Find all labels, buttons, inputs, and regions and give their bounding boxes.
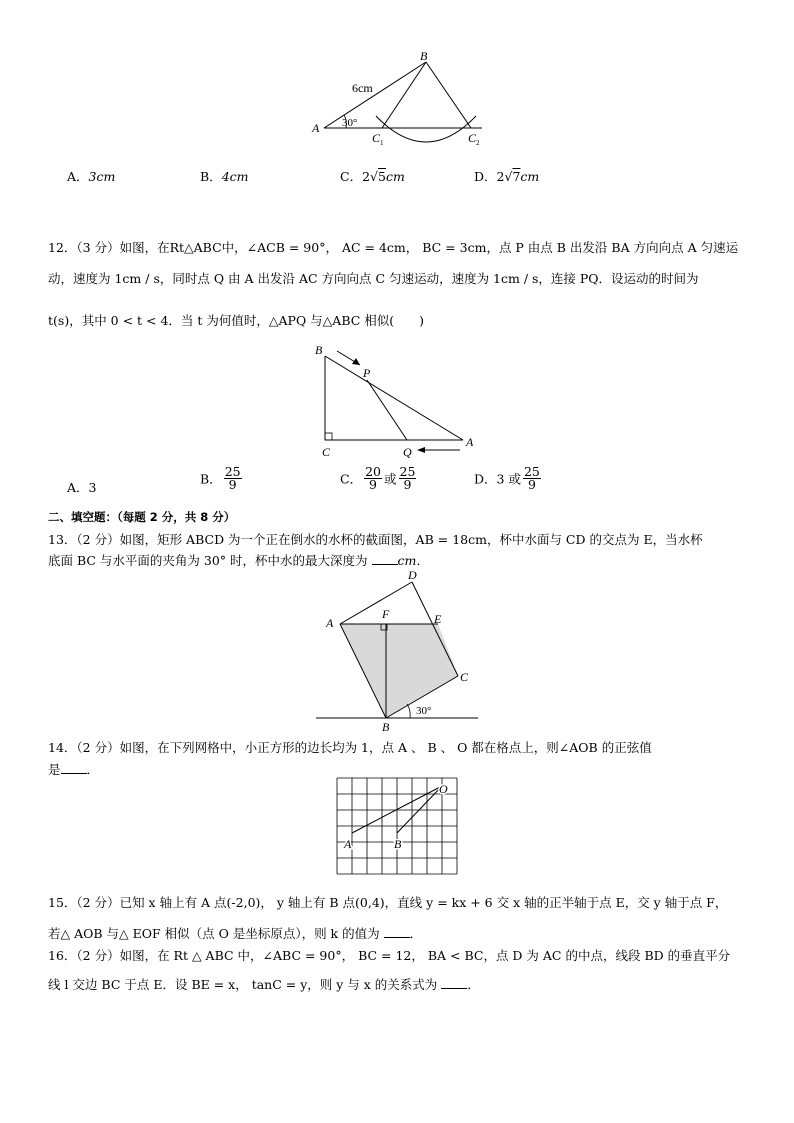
q11-label-A: A — [312, 121, 320, 135]
fraction-numerator: 25 — [523, 464, 540, 479]
q13-label-B: B — [382, 720, 390, 733]
q13-line-2-unit: cm． — [397, 553, 429, 568]
q12-option-b-letter: B． — [200, 471, 222, 487]
q12-option-a — [67, 478, 96, 496]
q13-label-E: E — [434, 612, 442, 626]
q12-option-d-pre: 3 或 — [496, 471, 521, 487]
q12-label-P: P — [363, 366, 371, 380]
q11-option-d-letter: D． — [474, 169, 497, 184]
q11-option-a-letter: A． — [67, 169, 89, 184]
q11-option-a-text: 3cm — [88, 169, 116, 184]
q12-option-c-fraction-2 — [399, 466, 417, 491]
q12-option-c-fraction-1 — [364, 466, 382, 491]
q16-line-2-text: 线 l 交边 BC 于点 E．设 BE = x， tanC = y，则 y 与 x 的关系式为 — [48, 977, 442, 992]
q11-label-C1: C — [372, 131, 381, 145]
q11-option-d — [474, 167, 539, 185]
q12-label-Q: Q — [403, 445, 412, 459]
q12-option-c-or: 或 — [383, 471, 397, 487]
section-heading: 二、填空题：（每题 2 分，共 8 分） — [48, 510, 236, 524]
q13-label-angle: 30° — [416, 705, 432, 717]
q11-option-d-root: 7 — [512, 169, 521, 184]
q11-label-C2: C — [468, 131, 477, 145]
fraction-numerator: 25 — [399, 464, 416, 479]
q11-option-d-post: cm — [520, 169, 540, 184]
q14-line-1: 14．（2 分）如图，在下列网格中，小正方形的边长均为 1，点 A 、 B 、 O 都在格点上，则∠AOB 的正弦值 — [48, 740, 652, 755]
q11-label-angle: 30° — [342, 117, 358, 129]
sqrt-symbol: √ — [370, 169, 378, 184]
q13-figure — [312, 568, 482, 733]
fraction-denominator: 9 — [527, 477, 536, 492]
q11-label-C1-sub: 1 — [380, 139, 384, 147]
answer-blank[interactable] — [61, 773, 87, 774]
q11-figure — [300, 50, 500, 150]
q11-option-d-pre: 2 — [496, 169, 505, 184]
answer-blank[interactable] — [384, 937, 410, 938]
q15-line-2-text: 若△ AOB 与△ EOF 相似（点 O 是坐标原点），则 k 的值为 — [48, 926, 384, 941]
q12-line-3: t(s)，其中 0 < t < 4．当 t 为何值时，△APQ 与△ABC 相似( ) — [48, 313, 425, 328]
q14-label-O: O — [439, 782, 448, 796]
q11-label-B: B — [420, 50, 428, 63]
answer-blank[interactable] — [441, 988, 467, 989]
q16-line-2 — [48, 975, 480, 993]
q13-label-D: D — [408, 568, 417, 582]
fraction-denominator: 9 — [228, 477, 237, 492]
q11-option-c-root: 5 — [378, 169, 386, 184]
q13-line-2-text: 底面 BC 与水平面的夹角为 30° 时，杯中水的最大深度为 — [48, 553, 372, 568]
q12-option-d-fraction — [523, 466, 541, 491]
q11-option-b-text: 4cm — [221, 169, 249, 184]
q14-line-2-text: 是 — [48, 762, 61, 777]
q11-option-a — [67, 167, 115, 185]
q13-label-C: C — [460, 670, 469, 684]
q12-option-b — [200, 466, 244, 491]
q11-label-6cm: 6cm — [352, 81, 373, 95]
fraction-denominator: 9 — [369, 477, 377, 492]
q12-option-a-letter: A． — [67, 480, 89, 495]
q11-option-c-letter: C． — [340, 169, 363, 184]
q12-option-c-letter: C． — [340, 471, 363, 487]
answer-blank[interactable] — [372, 564, 398, 565]
q13-label-F: F — [382, 607, 390, 621]
q16-line-2-end: ． — [467, 977, 480, 992]
fraction-numerator: 25 — [224, 464, 241, 479]
q15-line-2-end: ． — [409, 926, 423, 941]
q14-line-2-end: ． — [86, 762, 100, 777]
q12-option-c — [340, 466, 418, 491]
q11-option-c-pre: 2 — [362, 169, 371, 184]
q16-line-1: 16．（2 分）如图，在 Rt △ ABC 中，∠ABC = 90°， BC = 12， BA < BC，点 D 为 AC 的中点，线段 BD 的垂直平分 — [48, 948, 731, 963]
q15-line-2 — [48, 924, 422, 942]
q14-label-A: A — [344, 837, 352, 851]
q11-option-b — [200, 167, 249, 185]
q12-option-b-fraction — [224, 466, 242, 491]
q13-line-1: 13．（2 分）如图，矩形 ABCD 为一个正在倒水的水杯的截面图，AB = 18cm，杯中水面与 CD 的交点为 E，当水杯 — [48, 532, 703, 547]
q12-option-d-letter: D． — [474, 471, 497, 487]
q13-line-2 — [48, 551, 429, 569]
q11-label-C2-sub: 2 — [476, 139, 480, 147]
q11-option-c-post: cm — [385, 169, 405, 184]
q12-line-1: 12．（3 分）如图，在Rt△ABC中，∠ACB = 90°， AC = 4cm， BC = 3cm，点 P 由点 B 出发沿 BA 方向向点 A 匀速运 — [48, 240, 739, 255]
q14-figure — [336, 777, 460, 875]
q12-option-d — [474, 466, 543, 491]
q12-label-B: B — [315, 343, 323, 357]
q14-line-2 — [48, 760, 99, 778]
sqrt-symbol: √ — [504, 169, 513, 184]
q12-option-a-text: 3 — [88, 480, 97, 495]
q11-option-b-letter: B． — [200, 169, 222, 184]
q12-label-C: C — [322, 445, 331, 459]
q11-option-c — [340, 167, 405, 185]
q12-label-A: A — [466, 435, 474, 449]
q13-label-A: A — [326, 616, 334, 630]
fraction-denominator: 9 — [403, 477, 412, 492]
q12-line-2: 动，速度为 1cm / s，同时点 Q 由 A 出发沿 AC 方向向点 C 匀速运动，速度为 1cm / s，连接 PQ．设运动的时间为 — [48, 271, 699, 286]
q15-line-1: 15．（2 分）已知 x 轴上有 A 点(-2,0)， y 轴上有 B 点(0,4)，直线 y = kx + 6 交 x 轴的正半轴于点 E，交 y 轴于点 F， — [48, 895, 728, 910]
q12-figure — [310, 340, 485, 460]
fraction-numerator: 20 — [365, 464, 381, 479]
q14-label-B: B — [394, 837, 402, 851]
